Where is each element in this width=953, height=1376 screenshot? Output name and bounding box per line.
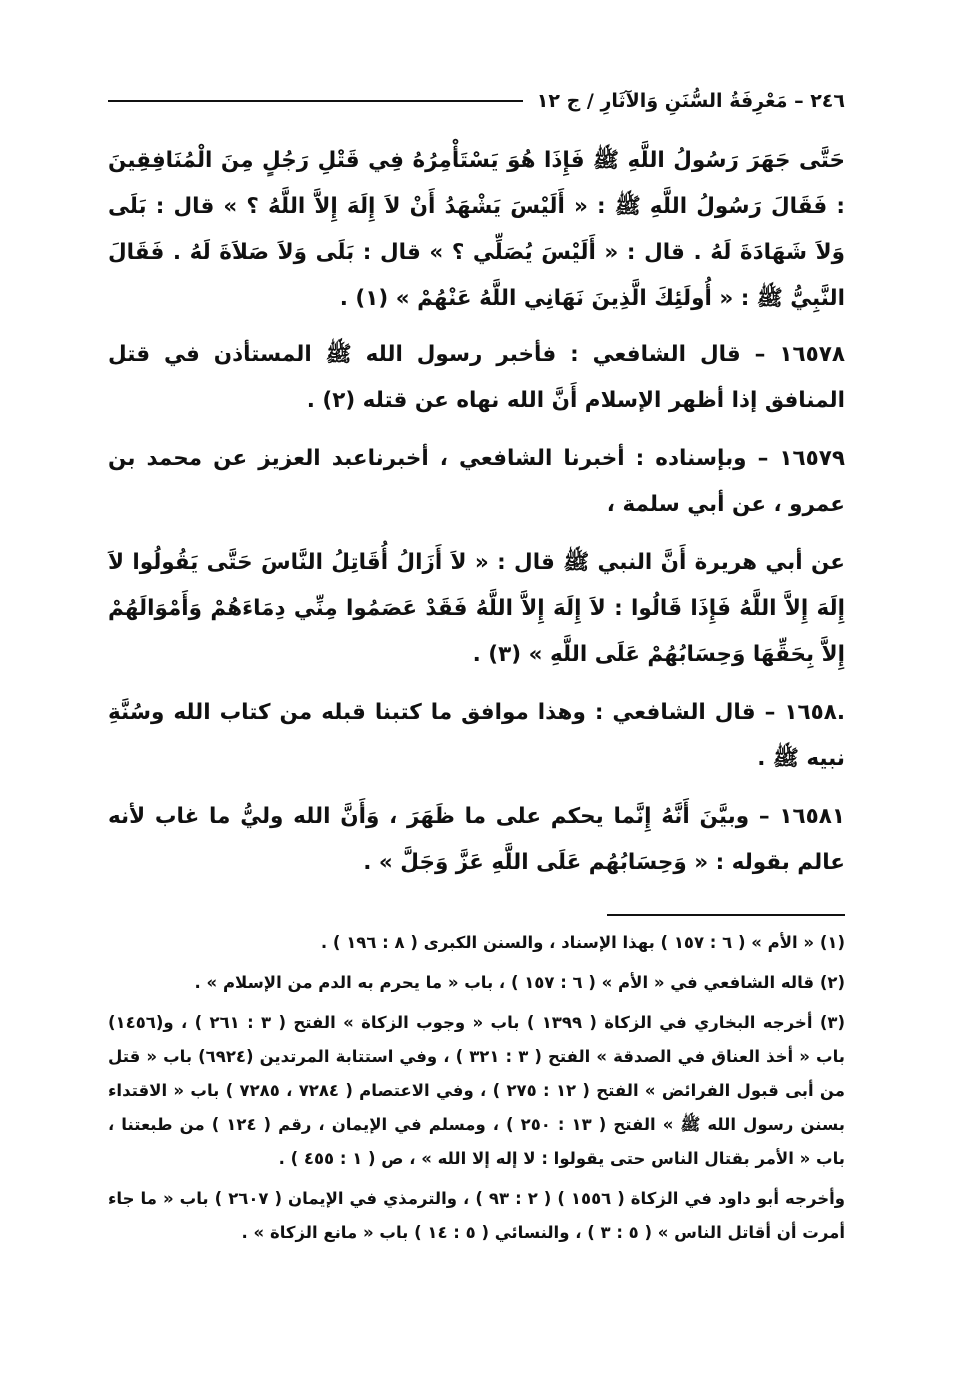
paragraph-hadith-continuation: حَتَّى جَهَرَ رَسُولُ اللَّهِ ﷺ فَإِذَا هُوَ يَسْتَأْمِرُهُ فِي قَتْلِ رَجُلٍ مِنَ الْمُنَافِقِينَ : فَقَالَ رَسُولُ اللَّهِ ﷺ : « أَلَيْسَ يَشْهَدُ أَنْ لاَ إِلَهَ إِلاَّ اللَّهُ ؟ » قال : بَلَى وَلاَ شَهَادَةَ لَهُ . قال : « أَلَيْسَ يُصَلِّي ؟ » قال : بَلَى وَلاَ صَلاَةَ لَهُ . فَقَالَ النَّبِيُّ ﷺ : « أُولَئِكَ الَّذِينَ نَهَانِي اللَّهُ عَنْهُمْ » (١) . — [108, 148, 845, 311]
footnote-separator — [607, 914, 845, 916]
footnote-2: (٢) قاله الشافعي في « الأم » ( ٦ : ١٥٧ ) ، باب « ما يحرم به الدم من الإسلام » . — [194, 973, 845, 992]
footnote-separator-wrap — [108, 914, 845, 916]
footnote-3-continued: وأخرجه أبو داود في الزكاة ( ١٥٥٦ ) ( ٢ : ٩٣ ) ، والترمذي في الإيمان ( ٢٦٠٧ ) باب « ما جاء أمرت أن أقاتل الناس » ( ٥ : ٣ ) ، والنسائي ( ٥ : ١٤ ) باب « مانع الزكاة » . — [108, 1189, 846, 1242]
paragraph-hadith-abu-hurayra: عن أبي هريرة أَنَّ النبي ﷺ قال : « لاَ أَزَالُ أُقَاتِلُ النَّاسَ حَتَّى يَقُولُوا لاَ إِلَهَ إِلاَّ اللَّهُ فَإِذَا قَالُوا : لاَ إِلَهَ إِلاَّ اللَّهُ فَقَدْ عَصَمُوا مِنِّي دِمَاءَهُمْ وَأَمْوَالَهُمْ إِلاَّ بِحَقِّهَا وَحِسَابُهُمْ عَلَى اللَّهِ » (٣) . — [108, 550, 845, 667]
main-text — [108, 138, 845, 886]
footnote-3: (٣) أخرجه البخاري في الزكاة ( ١٣٩٩ ) باب « وجوب الزكاة » الفتح ( ٣ : ٢٦١ ) ، و(١٤٥٦) باب « أخذ العناق في الصدقة » الفتح ( ٣ : ٣٢١ ) ، وفي استتابة المرتدين (٦٩٢٤) باب « قتل من أبى قبول الفرائض » الفتح ( ١٢ : ٢٧٥ ) ، وفي الاعتصام ( ٧٢٨٤ ، ٧٢٨٥ ) باب « الاقتداء بسنن رسول الله ﷺ » الفتح ( ١٣ : ٢٥٠ ) ، ومسلم في الإيمان ، رقم ( ١٢٤ ) من طبعتنا ، باب « الأمر بقتال الناس حتى يقولوا : لا إله إلا الله » ، ص ( ١ : ٤٥٥ ) . — [108, 1013, 846, 1168]
footnote-1: (١) « الأم » ( ٦ : ١٥٧ ) بهذا الإسناد ، والسنن الكبرى ( ٨ : ١٩٦ ) . — [320, 933, 845, 952]
running-header — [108, 86, 845, 116]
paragraph-16579: ١٦٥٧٩ – وبإسناده : أخبرنا الشافعي ، أخبرناعبد العزيز عن محمد بن عمرو ، عن أبي سلمة ، — [108, 446, 845, 517]
footnotes — [108, 926, 845, 1250]
paragraph-16581: ١٦٥٨١ – وبيَّنَ أَنَّهُ إِنَّما يحكم على ما ظَهَرَ ، وَأَنَّ الله وليُّ ما غاب لأنه عالم بقوله : « وَحِسَابُهُم عَلَى اللَّهِ عَزَّ وَجَلَّ » . — [108, 804, 845, 875]
header-title: ٢٤٦ – مَعْرِفَةُ السُّنَنِ وَالآثَارِ / ج ١٢ — [536, 90, 845, 112]
paragraph-16580: .١٦٥٨ – قال الشافعي : وهذا موافق ما كتبنا قبله من كتاب الله وسُنَّةِ نبيه ﷺ . — [108, 700, 845, 771]
paragraph-16578: ١٦٥٧٨ – قال الشافعي : فأخبر رسول الله ﷺ المستأذن في قتل المنافق إذا أظهر الإسلام أَنَّ الله نهاه عن قتله (٢) . — [108, 342, 845, 413]
header-rule — [108, 100, 523, 102]
